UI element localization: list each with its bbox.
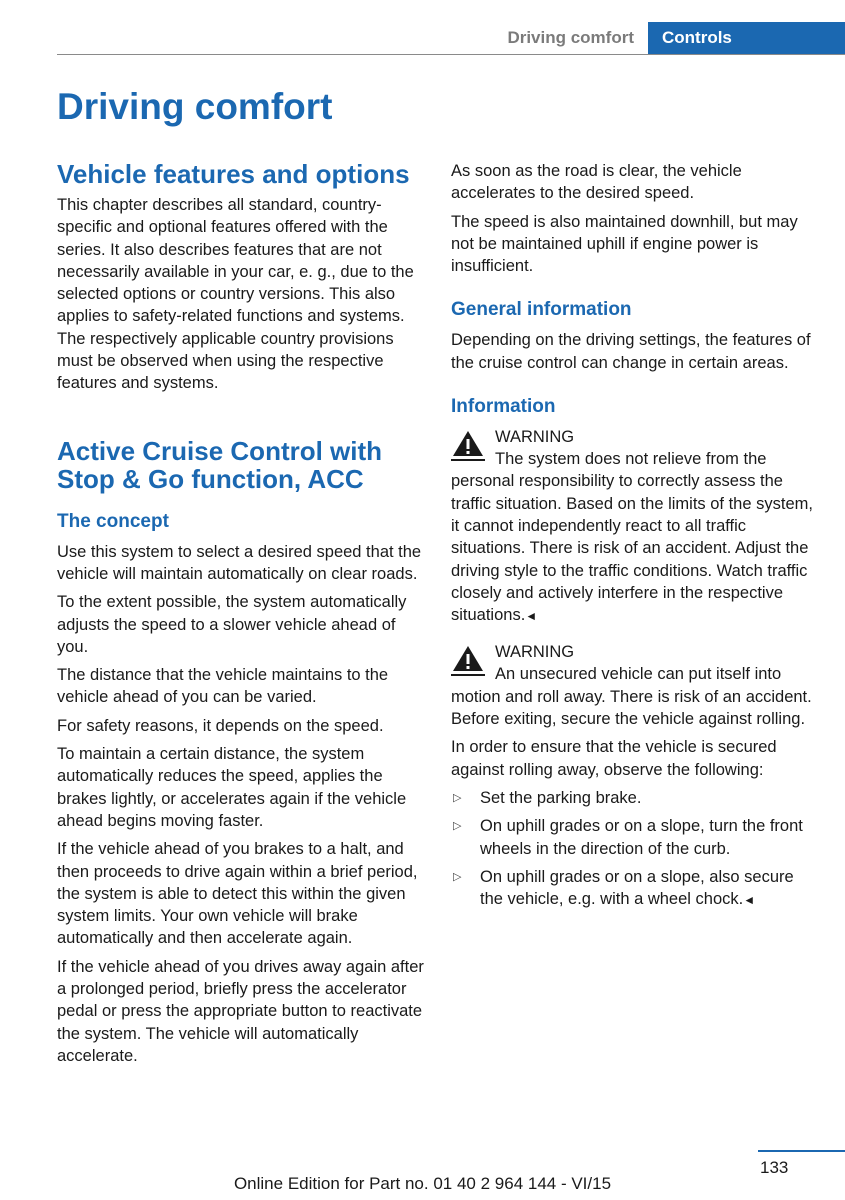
warning-header xyxy=(451,641,819,685)
vehicle-features-text: This chapter describes all standard, country-specific and optional features offered with the series. It also describes features that are not necessarily available in your car, e. g., due to the selected options or country versions. This also applies to safety-related functions and systems. The respectively applicable country provisions must be observed when using the respective features and systems. xyxy=(57,196,414,393)
end-mark-icon: ◄ xyxy=(743,893,756,908)
warning-block xyxy=(451,426,819,627)
page-title: Driving comfort xyxy=(57,86,333,127)
information-heading: Information xyxy=(451,396,556,418)
warning-triangle-icon xyxy=(451,643,485,677)
intro-paragraph: As soon as the road is clear, the vehicle accelerates to the desired speed. xyxy=(451,162,742,203)
intro-paragraph: The speed is also maintained downhill, but may not be maintained uphill if engine power is insufficient. xyxy=(451,212,798,276)
footer-rule xyxy=(758,1150,845,1152)
secure-steps-list xyxy=(451,787,819,911)
list-item xyxy=(451,787,819,809)
concept-paragraph: To maintain a certain distance, the system automatically reduces the speed, applies the brakes lightly, or accelerates again if the vehicle ahead begins moving faster. xyxy=(57,745,407,830)
secure-intro-text: In order to ensure that the vehicle is secured against rolling away, observe the following: xyxy=(451,738,777,779)
warning-label: WARNING xyxy=(495,643,575,662)
end-mark-icon: ◄ xyxy=(525,609,538,624)
concept-paragraph: Use this system to select a desired speed that the vehicle will maintain automatically on clear roads. xyxy=(57,542,422,583)
triangle-bullet-icon: ▷ xyxy=(453,791,462,804)
list-item-text: Set the parking brake. xyxy=(480,788,642,807)
triangle-bullet-icon: ▷ xyxy=(453,820,462,833)
header-section-label: Driving comfort xyxy=(507,28,634,47)
concept-paragraph: If the vehicle ahead of you brakes to a halt, and then proceeds to drive again within a brief period, the system is able to detect this within the given system limits. Your own vehicle will brake automatically and then accelerate again. xyxy=(57,840,418,948)
footer-edition-text: Online Edition for Part no. 01 40 2 964 144 - VI/15 xyxy=(233,1174,612,1193)
warning-block xyxy=(451,641,819,730)
list-item-text: On uphill grades or on a slope, turn the front wheels in the direction of the curb. xyxy=(480,817,803,858)
vehicle-features-heading: Vehicle features and options xyxy=(57,159,410,189)
general-information-text: Depending on the driving settings, the features of the cruise control can change in certain areas. xyxy=(451,331,811,372)
list-item-text: On uphill grades or on a slope, also secure the vehicle, e.g. with a wheel chock. xyxy=(480,867,794,909)
general-information-heading: General information xyxy=(451,299,632,321)
concept-heading: The concept xyxy=(57,510,169,532)
list-item xyxy=(451,815,819,860)
warning-text: The system does not relieve from the personal responsibility to correctly assess the traffic situation. Based on the limits of the system, it cannot independently react to all traffic situations. There is risk of an accident. Adjust the driving style to the traffic conditions. Watch traffic closely and actively interfere in the respective situations. xyxy=(451,450,813,625)
left-column xyxy=(57,160,425,1073)
warning-triangle-icon xyxy=(451,428,485,462)
concept-paragraph: For safety reasons, it depends on the speed. xyxy=(57,716,384,735)
concept-paragraph: If the vehicle ahead of you drives away again after a prolonged period, briefly press the accelerator pedal or press the appropriate button to reactivate the system. The vehicle will automatically accelerate. xyxy=(57,957,424,1065)
warning-label: WARNING xyxy=(495,428,575,447)
warning-text: An unsecured vehicle can put itself into motion and roll away. There is risk of an accident. Before exiting, secure the vehicle against rolling. xyxy=(451,665,812,729)
acc-heading: Active Cruise Control with Stop & Go function, ACC xyxy=(57,435,383,494)
page-number: 133 xyxy=(760,1158,789,1177)
header-chapter-tab: Controls xyxy=(648,22,845,54)
header-rule xyxy=(57,54,845,55)
triangle-bullet-icon: ▷ xyxy=(453,870,462,883)
list-item xyxy=(451,866,819,912)
right-column xyxy=(451,160,819,917)
concept-paragraph: To the extent possible, the system automatically adjusts the speed to a slower vehicle ahead of you. xyxy=(57,593,407,656)
concept-paragraph: The distance that the vehicle maintains to the vehicle ahead of you can be varied. xyxy=(57,666,389,707)
warning-header xyxy=(451,426,819,470)
